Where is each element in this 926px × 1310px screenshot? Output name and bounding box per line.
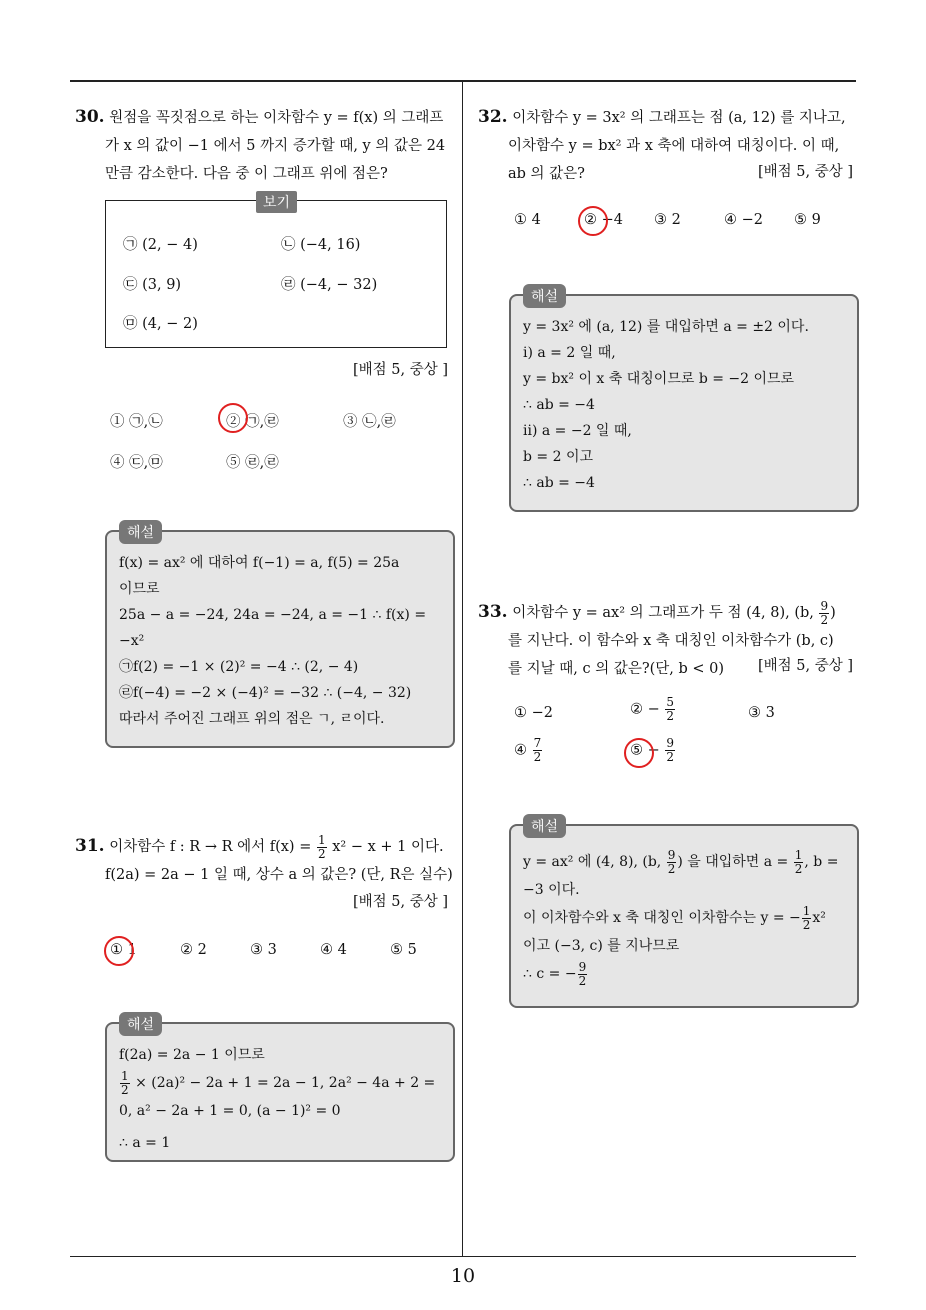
question-line: f(2a) = 2a − 1 일 때, 상수 a 의 값은? (단, R은 실수) <box>105 867 453 883</box>
answer-option[interactable]: ⑤ − $\frac{9}{2}$ <box>630 736 675 764</box>
solution-line: ∴ ab = −4 <box>523 475 595 491</box>
question-line: x² − x + 1 이다. <box>332 839 444 855</box>
top-rule <box>70 80 856 82</box>
solution-line: ㉠f(2) = −1 × (2)² = −4 ∴ (2, − 4) <box>119 659 359 675</box>
score-label: [배점 5, 중상 ] <box>757 164 853 180</box>
solution-box <box>105 525 455 748</box>
question-line: 이차함수 f : R → R 에서 f(x) = <box>109 839 312 855</box>
question-30 <box>75 103 460 188</box>
question-line: ab 의 값은? <box>508 166 585 182</box>
answer-option[interactable]: ② − $\frac{5}{2}$ <box>630 695 675 723</box>
solution-label: 해설 <box>119 1012 162 1036</box>
solution-line: 이므로 <box>119 581 160 597</box>
score-label: [배점 5, 중상 ] <box>352 894 448 910</box>
solution-box <box>509 289 859 512</box>
answer-option[interactable]: ③ ㉡,㉣ <box>343 414 396 430</box>
solution-line: y = ax² 에 (4, 8), (b, <box>523 854 662 870</box>
solution-line: y = bx² 이 x 축 대칭이므로 b = −2 이므로 <box>523 371 795 387</box>
solution-line: −x² <box>119 633 145 649</box>
answer-option[interactable]: ① −2 <box>514 705 553 721</box>
question-line: 이차함수 y = 3x² 의 그래프는 점 (a, 12) 를 지나고, <box>512 110 846 126</box>
answer-option[interactable]: ③ 3 <box>748 705 775 721</box>
question-line: ) <box>830 605 836 621</box>
bottom-rule <box>70 1256 856 1257</box>
solution-line: ∴ c = − <box>523 966 577 982</box>
solution-line: 0, a² − 2a + 1 = 0, (a − 1)² = 0 <box>119 1103 341 1119</box>
fraction: $\frac{1}{2}$ <box>317 832 326 861</box>
solution-label: 해설 <box>523 284 566 308</box>
solution-line: 이 이차함수와 x 축 대칭인 이차함수는 y = − <box>523 910 801 926</box>
solution-line: y = 3x² 에 (a, 12) 를 대입하면 a = ±2 이다. <box>523 319 809 335</box>
answer-option[interactable]: ① 4 <box>514 212 541 228</box>
answer-option[interactable]: ④ 4 <box>320 942 347 958</box>
question-line: 를 지난다. 이 함수와 x 축 대칭인 이차함수가 (b, c) <box>508 633 834 649</box>
answer-option[interactable]: ③ 3 <box>250 942 277 958</box>
answer-option[interactable]: ④ ㉢,㉤ <box>110 455 163 471</box>
question-line: 만큼 감소한다. 다음 중 이 그래프 위에 점은? <box>105 166 388 182</box>
solution-label: 해설 <box>119 520 162 544</box>
question-number: 33. <box>478 602 508 622</box>
answer-circle-mark <box>104 936 134 966</box>
answer-option[interactable]: ② ㉠,㉣ <box>226 414 279 430</box>
question-number: 32. <box>478 107 508 127</box>
example-box <box>105 195 447 348</box>
solution-line: f(x) = ax² 에 대하여 f(−1) = a, f(5) = 25a <box>119 555 400 571</box>
answer-option[interactable]: ⑤ 5 <box>390 942 417 958</box>
example-item: ㉣ (−4, − 32) <box>281 277 378 293</box>
question-line: 이차함수 y = ax² 의 그래프가 두 점 (4, 8), (b, <box>512 605 814 621</box>
solution-line: −3 이다. <box>523 882 580 898</box>
example-item: ㉠ (2, − 4) <box>123 237 198 253</box>
question-31 <box>75 832 460 889</box>
page-number: 10 <box>450 1265 476 1287</box>
solution-box: 해설 y = ax² 에 (4, 8), (b, $\frac{9}{2}$ ) 을 대입하면 a = $\frac{1}{2}$ , b = −3 이다. 이 이차함수와 x 축 대칭인 이차함수는 y = − $\frac{1}{2}$ x² 이고 (−3, c) 를 지나므로 ∴ c = − $\frac{9}{2}$ <box>509 824 859 1008</box>
solution-line: ii) a = −2 일 때, <box>523 423 632 439</box>
solution-line: 따라서 주어진 그래프 위의 점은 ㄱ, ㄹ이다. <box>119 711 385 727</box>
answer-option[interactable]: ③ 2 <box>654 212 681 228</box>
answer-option[interactable]: ④ $\frac{7}{2}$ <box>514 736 542 764</box>
answer-option[interactable]: ① 1 <box>110 942 137 958</box>
solution-line: ∴ ab = −4 <box>523 397 595 413</box>
example-item: ㉤ (4, − 2) <box>123 316 198 332</box>
score-label: [배점 5, 중상 ] <box>352 362 448 378</box>
score-label: [배점 5, 중상 ] <box>757 658 853 674</box>
answer-option[interactable]: ⑤ ㉣,㉣ <box>226 455 279 471</box>
column-divider <box>462 81 463 1257</box>
question-line: 를 지날 때, c 의 값은?(단, b < 0) <box>508 661 725 677</box>
solution-label: 해설 <box>523 814 566 838</box>
solution-line: f(2a) = 2a − 1 이므로 <box>119 1047 265 1063</box>
solution-line: ∴ a = 1 <box>119 1135 171 1151</box>
solution-line: ㉣f(−4) = −2 × (−4)² = −32 ∴ (−4, − 32) <box>119 685 412 701</box>
question-line: 가 x 의 값이 −1 에서 5 까지 증가할 때, y 의 값은 24 <box>105 138 446 154</box>
example-box-label: 보기 <box>256 191 297 213</box>
question-number: 30. <box>75 107 105 127</box>
example-item: ㉡ (−4, 16) <box>281 237 361 253</box>
answer-option[interactable]: ② 2 <box>180 942 207 958</box>
solution-line: 이고 (−3, c) 를 지나므로 <box>523 938 680 954</box>
fraction: $\frac{9}{2}$ <box>820 598 829 627</box>
answer-circle-mark <box>218 403 248 433</box>
answer-option[interactable]: ④ −2 <box>724 212 763 228</box>
question-line: 원점을 꼭짓점으로 하는 이차함수 y = f(x) 의 그래프 <box>109 110 444 126</box>
solution-line: i) a = 2 일 때, <box>523 345 616 361</box>
solution-line: × (2a)² − 2a + 1 = 2a − 1, 2a² − 4a + 2 = <box>135 1075 436 1091</box>
answer-circle-mark <box>578 206 608 236</box>
answer-option[interactable]: ② −4 <box>584 212 623 228</box>
solution-line: b = 2 이고 <box>523 449 593 465</box>
example-item: ㉢ (3, 9) <box>123 277 182 293</box>
answer-option[interactable]: ⑤ 9 <box>794 212 821 228</box>
solution-box <box>105 1017 455 1162</box>
answer-option[interactable]: ① ㉠,㉡ <box>110 414 163 430</box>
answer-circle-mark <box>624 738 654 768</box>
solution-line: 25a − a = −24, 24a = −24, a = −1 ∴ f(x) = <box>119 607 427 623</box>
fraction: $\frac{1}{2}$ <box>121 1068 129 1097</box>
question-line: 이차함수 y = bx² 과 x 축에 대하여 대칭이다. 이 때, <box>508 138 840 154</box>
question-number: 31. <box>75 836 105 856</box>
